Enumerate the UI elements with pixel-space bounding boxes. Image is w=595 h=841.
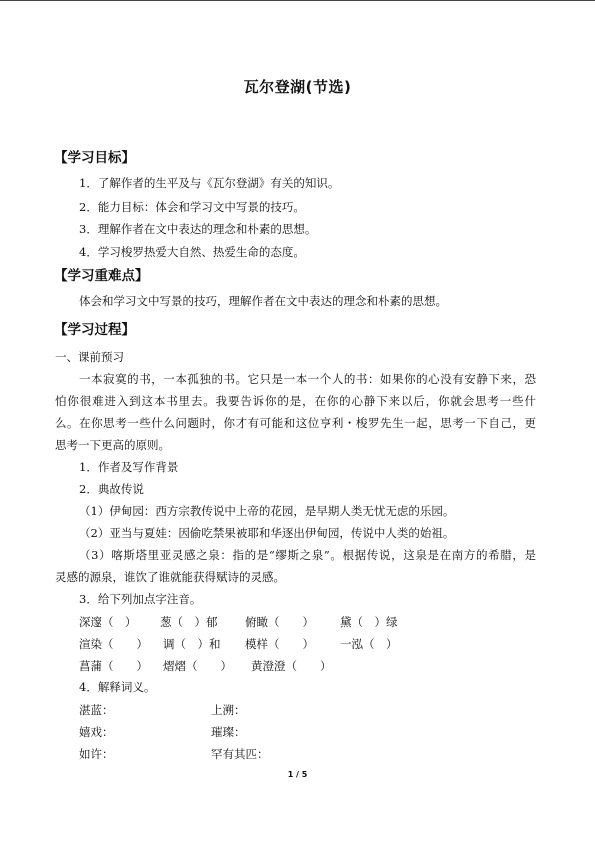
pinyin-blank[interactable]: 深邃（ ） (79, 615, 137, 629)
pinyin-blank[interactable]: 熠熠（ ） (163, 659, 232, 673)
goal-item: 2．能力目标：体会和学习文中写景的技巧。 (79, 200, 305, 214)
pinyin-blank[interactable]: 葱（ ）郁 (160, 615, 218, 629)
page-number: 1 / 5 (287, 770, 308, 779)
vocab-term[interactable]: 嬉戏： (79, 725, 114, 739)
allusion-adam-eve: （2）亚当与夏娃：因偷吃禁果被耶和华逐出伊甸园，传说中人类的始祖。 (79, 526, 455, 540)
vocab-term[interactable]: 如许： (79, 747, 114, 761)
intro-paragraph-line: 思考一下更高的原则。 (55, 438, 170, 452)
part-title-preview: 一、课前预习 (55, 350, 124, 364)
allusion-castalia-cont: 灵感的源泉，谁饮了谁就能获得赋诗的灵感。 (55, 570, 285, 584)
goal-item: 1．了解作者的生平及与《瓦尔登湖》有关的知识。 (79, 176, 340, 190)
pinyin-blank[interactable]: 俯瞰（ ） (245, 615, 314, 629)
vocab-term[interactable]: 上溯： (211, 703, 246, 717)
intro-paragraph-line: 一本寂寞的书，一本孤独的书。它只是一本一个人的书：如果你的心没有安静下来，恐 (79, 372, 536, 386)
pinyin-blank[interactable]: 黄澄澄（ ） (251, 659, 332, 673)
allusion-castalia: （3）喀斯塔里亚灵感之泉：指的是“缪斯之泉”。根据传说，这泉是在南方的希腊，是 (79, 548, 536, 562)
section-heading-goals: 【学习目标】 (54, 150, 135, 166)
goal-item: 3．理解作者在文中表达的理念和朴素的思想。 (79, 222, 317, 236)
pinyin-blank[interactable]: 菖蒲（ ） (79, 659, 148, 673)
document-title: 瓦尔登湖(节选) (243, 78, 352, 96)
item-pinyin-exercise: 3．给下列加点字注音。 (79, 592, 202, 606)
pinyin-blank[interactable]: 渲染（ ） (79, 637, 148, 651)
vocab-term[interactable]: 湛蓝： (79, 703, 114, 717)
item-allusions: 2．典故传说 (79, 482, 144, 496)
pinyin-blank[interactable]: 调（ ）和 (163, 637, 221, 651)
pinyin-blank[interactable]: 模样（ ） (245, 637, 314, 651)
vocab-term[interactable]: 罕有其匹： (211, 747, 269, 761)
vocab-term[interactable]: 璀璨： (211, 725, 246, 739)
item-author-background: 1．作者及写作背景 (79, 460, 179, 474)
key-points-text: 体会和学习文中写景的技巧，理解作者在文中表达的理念和朴素的思想。 (79, 294, 447, 308)
pinyin-blank[interactable]: 一泓（ ） (340, 637, 398, 651)
allusion-eden: （1）伊甸园：西方宗教传说中上帝的花园，是早期人类无忧无虑的乐园。 (79, 504, 455, 518)
intro-paragraph-line: 么。在你思考一些什么问题时，你才有可能和这位亨利・梭罗先生一起，思考一下自己，更 (55, 416, 536, 430)
pinyin-blank[interactable]: 黛（ ）绿 (340, 615, 398, 629)
item-vocab-exercise: 4．解释词义。 (79, 680, 156, 694)
goal-item: 4．学习梭罗热爱大自然、热爱生命的态度。 (79, 245, 305, 259)
intro-paragraph-line: 怕你很难进入到这本书里去。我要告诉你的是，在你的心静下来以后，你就会思考一些什 (55, 394, 536, 408)
section-heading-key-points: 【学习重难点】 (54, 268, 149, 284)
section-heading-process: 【学习过程】 (54, 322, 135, 338)
